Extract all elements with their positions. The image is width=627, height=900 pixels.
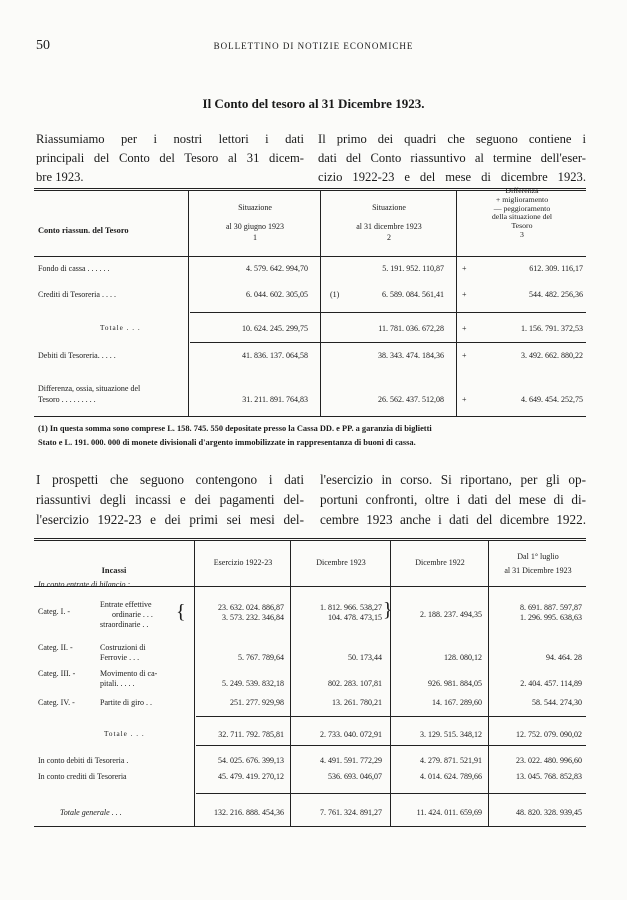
footnote-mark: (1) (330, 290, 340, 299)
col1-number: 1 (253, 233, 257, 242)
cell: 31. 211. 891. 764,83 (242, 395, 308, 404)
cell: 132. 216. 888. 454,36 (214, 808, 284, 817)
sign: + (462, 324, 467, 333)
cell: 2. 188. 237. 494,35 (420, 610, 482, 619)
cell: 2. 404. 457. 114,89 (520, 679, 582, 688)
sign: + (462, 395, 467, 404)
col2-header: Dicembre 1923 (316, 558, 366, 567)
cell: 38. 343. 474. 184,36 (378, 351, 444, 360)
cell: 4. 279. 871. 521,91 (420, 756, 482, 765)
cell: 13. 261. 780,21 (332, 698, 382, 707)
sign: + (462, 290, 467, 299)
cell: 2. 733. 040. 072,91 (320, 730, 382, 739)
cell: 10. 624. 245. 299,75 (242, 324, 308, 333)
category-label: Categ. II. - (38, 643, 73, 652)
category-desc: Ferrovie . . . (100, 653, 140, 662)
cell: 1. 296. 995. 638,63 (520, 613, 582, 622)
cell: 41. 836. 137. 064,58 (242, 351, 308, 360)
category-label: Categ. III. - (38, 669, 76, 678)
article-title: Il Conto del tesoro al 31 Dicembre 1923. (202, 96, 425, 111)
col3-header: Dicembre 1922 (415, 558, 465, 567)
cell: 4. 649. 454. 252,75 (521, 395, 583, 404)
cell: 12. 752. 079. 090,02 (516, 730, 582, 739)
cell: 11. 781. 036. 672,28 (378, 324, 444, 333)
row-label: Crediti di Tesoreria . . . . (38, 290, 116, 299)
cell: 4. 014. 624. 789,66 (420, 772, 482, 781)
col1-header: Situazione (238, 203, 272, 212)
col2-header: Situazione (372, 203, 406, 212)
row-label: In conto crediti di Tesoreria (38, 772, 127, 781)
cell: 4. 491. 591. 772,29 (320, 756, 382, 765)
cell: 251. 277. 929,98 (230, 698, 284, 707)
col3-header: Differenza + miglioramento — peggioramento della situazione del Tesoro 3 (491, 186, 553, 239)
middle-right: l'esercizio in corso. Si riportano, per gli op- portuni confronti, oltre i dati del mese di di- cembre 1923 anche i dati del dicembre 1922. (320, 472, 586, 527)
category-desc: Entrate effettive (100, 600, 152, 609)
middle-left: I prospetti che seguono contengono i dati riassuntivi degli incassi e dei pagamenti del- l'esercizio 1922-23 e dei primi sei mesi del- (36, 472, 304, 527)
sign: + (462, 264, 467, 273)
col4-header: Dal 1° luglio (517, 552, 559, 561)
category-desc: straordinarie . . (100, 620, 149, 629)
cell: 13. 045. 768. 852,83 (516, 772, 582, 781)
cell: 23. 022. 480. 996,60 (516, 756, 582, 765)
row-label: In conto debiti di Tesoreria . (38, 756, 129, 765)
cell: 6. 044. 602. 305,05 (246, 290, 308, 299)
table2-row-header: Incassi (101, 566, 127, 575)
row-label: Differenza, ossia, situazione del (38, 384, 141, 393)
cell: 926. 981. 884,05 (428, 679, 482, 688)
brace-icon: { (176, 601, 186, 623)
cell: 3. 573. 232. 346,84 (222, 613, 284, 622)
col2-number: 2 (387, 233, 391, 242)
row-label: Totale . . . (100, 324, 141, 332)
cell: 50. 173,44 (348, 653, 382, 662)
table2-subheader: In conto entrate di bilancio : (38, 580, 131, 589)
cell: 128. 080,12 (444, 653, 482, 662)
cell: 11. 424. 011. 659,69 (416, 808, 482, 817)
cell: 5. 767. 789,64 (238, 653, 284, 662)
cell: 536. 693. 046,07 (328, 772, 382, 781)
cell: 1. 812. 966. 538,27 (320, 603, 382, 612)
cell: 7. 761. 324. 891,27 (320, 808, 382, 817)
intro-left: Riassumiamo per i nostri lettori i dati principali del Conto del Tesoro al 31 dicem- bre 1923. (36, 132, 304, 184)
row-label: Fondo di cassa . . . . . . (38, 264, 110, 273)
running-title: BOLLETTINO DI NOTIZIE ECONOMICHE (213, 41, 414, 51)
cell: 4. 579. 642. 994,70 (246, 264, 308, 273)
cell: 14. 167. 289,60 (432, 698, 482, 707)
intro-right: Il primo dei quadri che seguono contiene i dati del Conto riassuntivo al termine dell'eser- cizio 1922-23 e del mese di dicembre 1923. (318, 132, 586, 184)
category-desc: Costruzioni di (100, 643, 146, 652)
col1-header-date: al 30 giugno 1923 (226, 222, 284, 231)
cell: 54. 025. 676. 399,13 (218, 756, 284, 765)
total-label: Totale . . . (104, 730, 145, 738)
col2-header-date: al 31 dicembre 1923 (356, 222, 422, 231)
cell: 3. 129. 515. 348,12 (420, 730, 482, 739)
category-desc: Partite di giro . . (100, 698, 152, 707)
sign: + (462, 351, 467, 360)
cell: 6. 589. 084. 561,41 (382, 290, 444, 299)
cell: 8. 691. 887. 597,87 (520, 603, 582, 612)
cell: 23. 632. 024. 886,87 (218, 603, 284, 612)
cell: 48. 820. 328. 939,45 (516, 808, 582, 817)
grand-total-label: Totale generale . . . (60, 808, 122, 817)
category-desc: ordinarie . . . (112, 610, 153, 619)
col4-header-date: al 31 Dicembre 1923 (504, 566, 572, 575)
cell: 26. 562. 437. 512,08 (378, 395, 444, 404)
cell: 104. 478. 473,15 (328, 613, 382, 622)
footnote: (1) In questa somma sono comprese L. 158. 745. 550 depositate presso la Cassa DD. e PP. a garanzia di biglietti Stato e L. 191. 000. 000 di monete divisionali d'argento immobilizzate in rappresentanza di buoni di cassa. (38, 424, 432, 447)
table1-row-header: Conto riassun. del Tesoro (38, 226, 129, 235)
cell: 3. 492. 662. 880,22 (521, 351, 583, 360)
cell: 612. 309. 116,17 (529, 264, 583, 273)
brace-icon: } (383, 599, 393, 621)
category-desc: Movimento di ca- (100, 669, 158, 678)
cell: 5. 249. 539. 832,18 (222, 679, 284, 688)
cell: 1. 156. 791. 372,53 (521, 324, 583, 333)
cell: 544. 482. 256,36 (529, 290, 583, 299)
row-label: Debiti di Tesoreria. . . . . (38, 351, 116, 360)
category-label: Categ. IV. - (38, 698, 75, 707)
cell: 94. 464. 28 (546, 653, 582, 662)
cell: 802. 283. 107,81 (328, 679, 382, 688)
col1-header: Esercizio 1922-23 (213, 558, 273, 567)
cell: 5. 191. 952. 110,87 (382, 264, 444, 273)
category-label: Categ. I. - (38, 607, 70, 616)
category-desc: pitali. . . . . (100, 679, 135, 688)
cell: 45. 479. 419. 270,12 (218, 772, 284, 781)
cell: 32. 711. 792. 785,81 (218, 730, 284, 739)
cell: 58. 544. 274,30 (532, 698, 582, 707)
row-label: Tesoro . . . . . . . . . (38, 395, 96, 404)
page-number: 50 (36, 38, 50, 53)
